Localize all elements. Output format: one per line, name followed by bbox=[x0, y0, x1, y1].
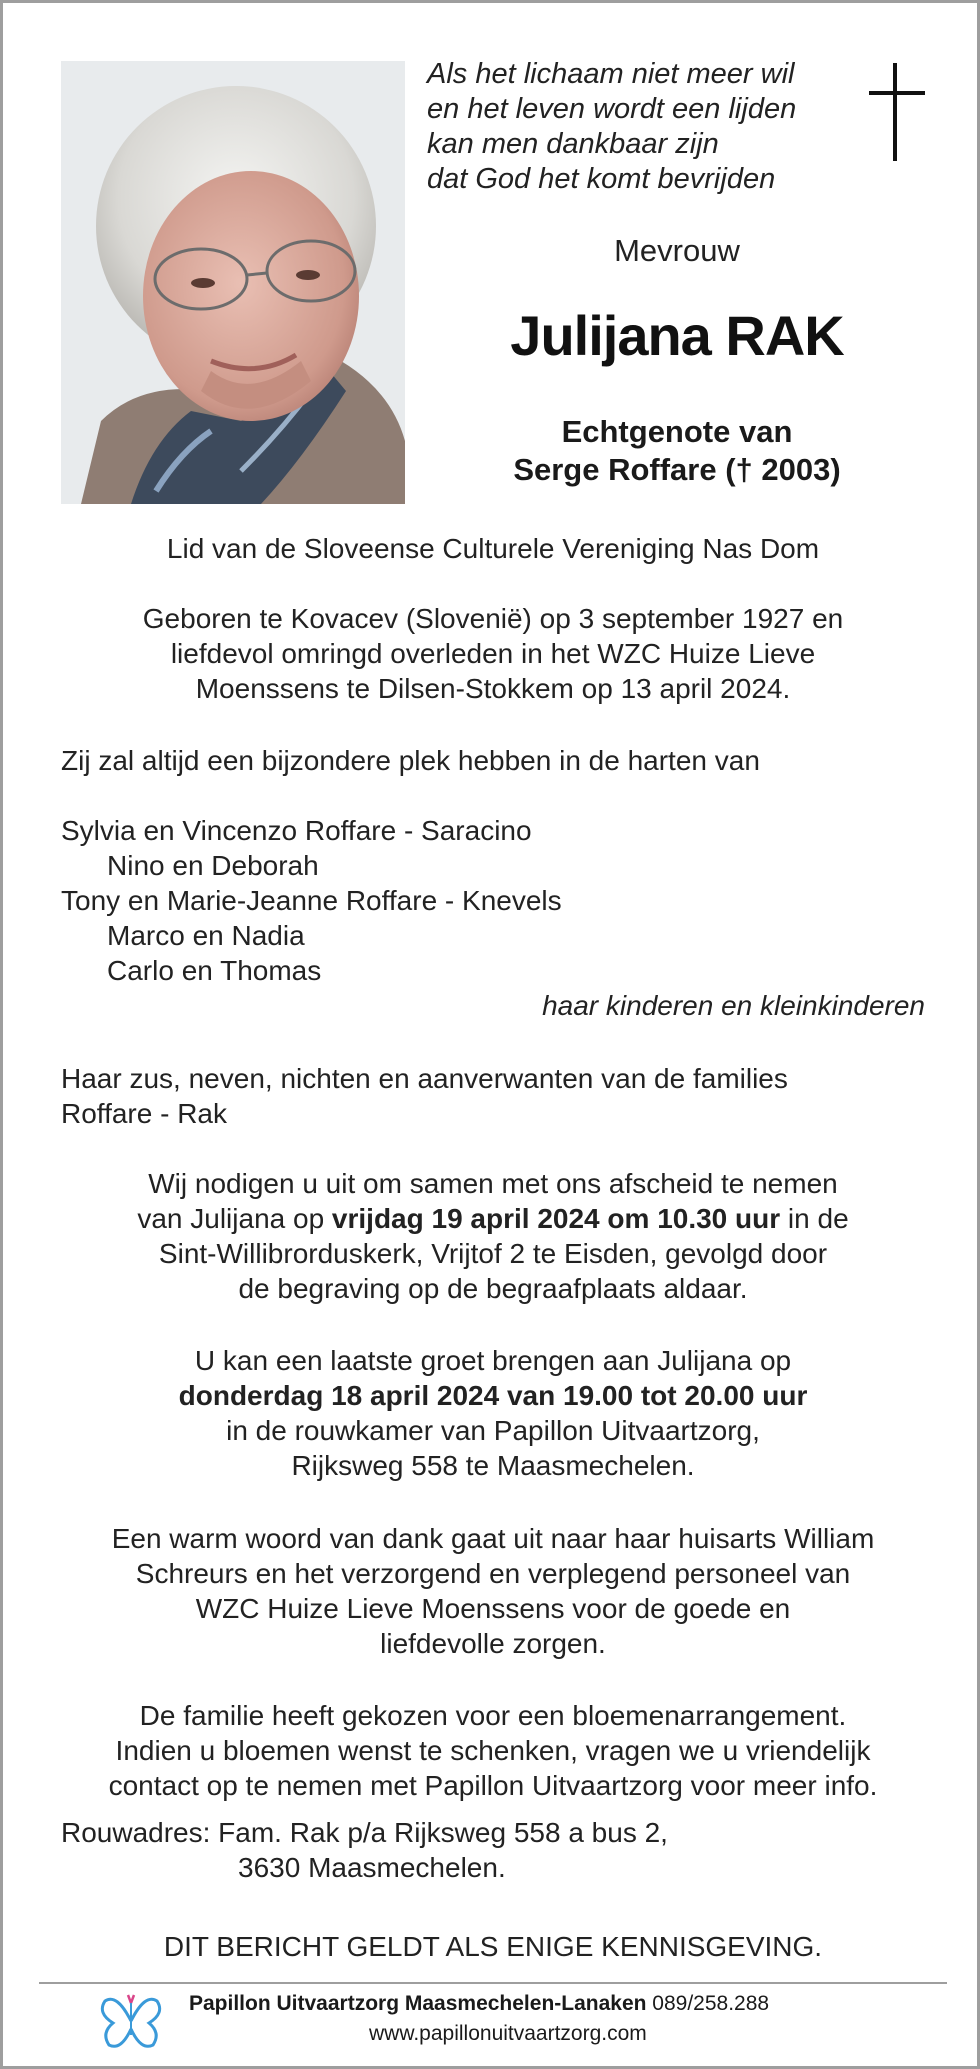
spouse-line: Serge Roffare († 2003) bbox=[513, 452, 841, 487]
family-line: Marco en Nadia bbox=[107, 920, 305, 951]
salutation: Mevrouw bbox=[614, 233, 740, 268]
text-line: Moenssens te Dilsen-Stokkem op 13 april 2024. bbox=[195, 673, 791, 704]
text-span: van Julijana op bbox=[137, 1203, 332, 1234]
family-line: Nino en Deborah bbox=[107, 850, 319, 881]
footer-phone: 089/258.288 bbox=[646, 1992, 770, 2015]
family-list bbox=[61, 813, 925, 1023]
deceased-name: Julijana RAK bbox=[510, 304, 844, 367]
spouse-info bbox=[427, 413, 927, 489]
family-caption: haar kinderen en kleinkinderen bbox=[542, 990, 925, 1021]
poem-line: en het leven wordt een lijden bbox=[427, 93, 797, 125]
last-greeting bbox=[61, 1343, 925, 1483]
poem-line: Als het lichaam niet meer wil bbox=[427, 58, 795, 90]
family-line: Carlo en Thomas bbox=[107, 955, 322, 986]
flowers-text bbox=[61, 1698, 925, 1803]
family-line: Sylvia en Vincenzo Roffare - Saracino bbox=[61, 815, 532, 846]
notice-text: DIT BERICHT GELDT ALS ENIGE KENNISGEVING. bbox=[163, 1931, 823, 1962]
footer-info bbox=[189, 1989, 929, 2049]
text-line: Rijksweg 558 te Maasmechelen. bbox=[291, 1450, 695, 1481]
text-line: Sint-Willibrorduskerk, Vrijtof 2 te Eisden, gevolgd door bbox=[158, 1238, 828, 1269]
text-line: Geboren te Kovacev (Slovenië) op 3 september 1927 en bbox=[142, 603, 844, 634]
text-line: Schreurs en het verzorgend en verplegend personeel van bbox=[135, 1558, 851, 1589]
thanks-text bbox=[61, 1521, 925, 1661]
text-line: 3630 Maasmechelen. bbox=[238, 1852, 506, 1883]
text-line: Roffare - Rak bbox=[61, 1098, 227, 1129]
footer-website[interactable]: www.papillonuitvaartzorg.com bbox=[369, 2022, 647, 2045]
text-line: in de rouwkamer van Papillon Uitvaartzorg, bbox=[226, 1415, 760, 1446]
funeral-datetime: vrijdag 19 april 2024 om 10.30 uur bbox=[331, 1203, 781, 1234]
spouse-line: Echtgenote van bbox=[561, 414, 793, 449]
text-line: De familie heeft gekozen voor een bloemenarrangement. bbox=[139, 1700, 847, 1731]
text-line: de begraving op de begraafplaats aldaar. bbox=[238, 1273, 748, 1304]
relatives-text bbox=[61, 1061, 925, 1131]
text-line: Rouwadres: Fam. Rak p/a Rijksweg 558 a bus 2, bbox=[61, 1817, 668, 1848]
footer-company-line bbox=[189, 1989, 929, 2019]
text-line: liefdevol omringd overleden in het WZC Huize Lieve bbox=[170, 638, 816, 669]
text-line: Een warm woord van dank gaat uit naar haar huisarts William bbox=[111, 1523, 875, 1554]
text-line: U kan een laatste groet brengen aan Julijana op bbox=[194, 1345, 792, 1376]
heart-text: Zij zal altijd een bijzondere plek hebben in de harten van bbox=[61, 745, 760, 776]
text-span: in de bbox=[780, 1203, 849, 1234]
poem-line: kan men dankbaar zijn bbox=[427, 128, 719, 160]
text-line: Indien u bloemen wenst te schenken, vragen we u vriendelijk bbox=[115, 1735, 871, 1766]
visitation-datetime: donderdag 18 april 2024 van 19.00 tot 20.00 uur bbox=[178, 1380, 808, 1411]
footer-company: Papillon Uitvaartzorg Maasmechelen-Lanaken bbox=[189, 1992, 647, 2015]
text-line: liefdevolle zorgen. bbox=[380, 1628, 606, 1659]
text-line: contact op te nemen met Papillon Uitvaartzorg voor meer info. bbox=[108, 1770, 878, 1801]
portrait-photo bbox=[61, 61, 405, 504]
butterfly-logo-icon bbox=[99, 1991, 163, 2053]
poem-line: dat God het komt bevrijden bbox=[427, 163, 776, 195]
membership-text: Lid van de Sloveense Culturele Vereniging Nas Dom bbox=[166, 533, 820, 564]
text-line: Wij nodigen u uit om samen met ons afscheid te nemen bbox=[148, 1168, 838, 1199]
birth-death-text bbox=[61, 601, 925, 706]
poem bbox=[427, 57, 796, 197]
family-line: Tony en Marie-Jeanne Roffare - Knevels bbox=[61, 885, 562, 916]
mourning-address bbox=[61, 1815, 925, 1885]
text-line bbox=[61, 1201, 925, 1236]
text-line: WZC Huize Lieve Moenssens voor de goede en bbox=[195, 1593, 791, 1624]
footer-divider bbox=[39, 1982, 947, 1984]
funeral-invitation bbox=[61, 1166, 925, 1306]
cross-icon bbox=[869, 63, 925, 161]
text-line: Haar zus, neven, nichten en aanverwanten van de families bbox=[61, 1063, 788, 1094]
